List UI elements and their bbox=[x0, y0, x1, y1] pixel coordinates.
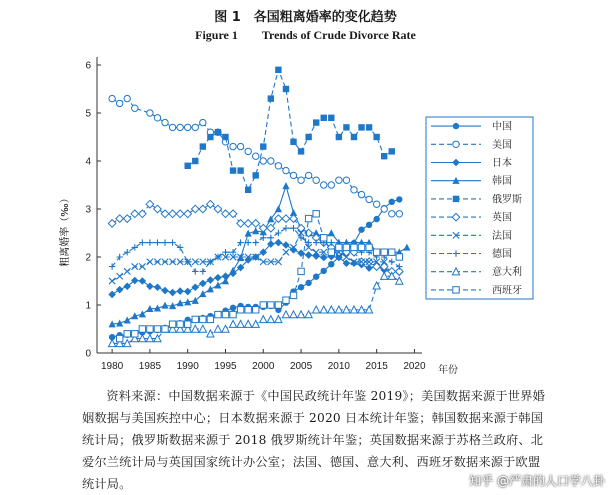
data-point bbox=[230, 305, 236, 311]
data-point bbox=[305, 251, 313, 259]
data-point bbox=[305, 215, 311, 221]
data-point bbox=[108, 220, 116, 228]
legend-label: 韩国 bbox=[492, 176, 512, 188]
data-point bbox=[373, 201, 379, 207]
data-point bbox=[282, 182, 289, 189]
data-point bbox=[336, 134, 342, 140]
data-point bbox=[351, 244, 357, 250]
data-point bbox=[298, 148, 304, 154]
data-point bbox=[191, 283, 199, 291]
figure-title-cn: 图 1 各国粗离婚率的变化趋势 bbox=[214, 10, 397, 25]
data-point bbox=[366, 222, 372, 228]
series-1 bbox=[109, 95, 403, 217]
data-point bbox=[313, 273, 319, 279]
data-point bbox=[290, 292, 296, 298]
data-point bbox=[132, 331, 138, 337]
data-point bbox=[328, 249, 334, 255]
data-point bbox=[305, 311, 312, 318]
legend-label: 中国 bbox=[492, 121, 512, 133]
watermark: 知乎 @严肃的人口学八卦 bbox=[469, 474, 605, 488]
data-point bbox=[336, 244, 342, 250]
data-point bbox=[200, 119, 206, 125]
data-point bbox=[184, 210, 192, 218]
legend-marker bbox=[453, 287, 459, 293]
data-point bbox=[290, 172, 296, 178]
data-point bbox=[214, 325, 221, 332]
data-point bbox=[109, 278, 115, 284]
data-point bbox=[283, 86, 289, 92]
data-point bbox=[275, 316, 282, 323]
data-point bbox=[351, 134, 357, 140]
data-point bbox=[230, 143, 236, 149]
data-point bbox=[200, 316, 206, 322]
data-point bbox=[132, 105, 138, 111]
y-tick-label: 5 bbox=[85, 108, 91, 120]
data-point bbox=[328, 261, 334, 267]
data-point bbox=[116, 273, 122, 279]
data-point bbox=[132, 244, 138, 250]
x-axis-label: 年份 bbox=[438, 365, 458, 376]
data-point bbox=[321, 268, 327, 274]
data-point bbox=[260, 143, 266, 149]
data-point bbox=[147, 326, 153, 332]
data-point bbox=[389, 148, 395, 154]
data-point bbox=[154, 205, 162, 213]
data-point bbox=[192, 158, 198, 164]
data-point bbox=[351, 187, 357, 193]
data-point bbox=[139, 239, 145, 245]
data-point bbox=[184, 288, 192, 296]
data-point bbox=[161, 210, 169, 218]
x-tick-label: 2000 bbox=[252, 361, 275, 372]
x-tick-label: 2010 bbox=[327, 361, 350, 372]
data-point bbox=[260, 316, 267, 323]
data-point bbox=[396, 277, 403, 284]
data-point bbox=[305, 134, 311, 140]
data-point bbox=[139, 277, 147, 285]
data-point bbox=[381, 249, 387, 255]
x-tick-label: 1995 bbox=[214, 361, 237, 372]
data-point bbox=[328, 239, 334, 245]
legend-label: 德国 bbox=[492, 249, 512, 260]
data-point bbox=[381, 272, 388, 279]
data-point bbox=[282, 215, 290, 223]
data-point bbox=[260, 302, 266, 308]
data-point bbox=[283, 249, 289, 255]
data-point bbox=[396, 196, 402, 202]
data-point bbox=[215, 129, 221, 135]
data-point bbox=[222, 311, 228, 317]
data-point bbox=[108, 291, 116, 299]
y-tick-label: 6 bbox=[85, 60, 91, 72]
data-point bbox=[192, 316, 198, 322]
data-point bbox=[275, 230, 281, 236]
chart-legend bbox=[426, 117, 533, 299]
x-tick-label: 2005 bbox=[289, 361, 313, 372]
data-point bbox=[313, 119, 319, 125]
data-point bbox=[283, 297, 289, 303]
data-point bbox=[169, 124, 175, 130]
data-point bbox=[184, 163, 190, 169]
data-point bbox=[313, 306, 320, 313]
legend-marker bbox=[453, 123, 459, 129]
data-point bbox=[124, 331, 130, 337]
data-point bbox=[139, 310, 146, 317]
data-point bbox=[275, 163, 281, 169]
data-point bbox=[336, 177, 342, 183]
data-point bbox=[116, 335, 122, 341]
data-point bbox=[343, 177, 349, 183]
data-point bbox=[275, 239, 283, 247]
data-point bbox=[358, 244, 364, 250]
data-point bbox=[283, 167, 289, 173]
data-point bbox=[146, 282, 154, 290]
y-tick-label: 1 bbox=[85, 300, 91, 312]
data-point bbox=[389, 249, 395, 255]
chart-series bbox=[108, 67, 410, 347]
data-point bbox=[131, 210, 139, 218]
series-0 bbox=[109, 196, 403, 340]
data-point bbox=[268, 158, 274, 164]
data-point bbox=[343, 244, 349, 250]
data-point bbox=[177, 124, 183, 130]
data-point bbox=[124, 268, 130, 274]
data-point bbox=[253, 172, 259, 178]
data-point bbox=[245, 187, 251, 193]
data-point bbox=[259, 224, 267, 232]
data-point bbox=[169, 289, 177, 297]
data-point bbox=[381, 206, 387, 212]
data-point bbox=[396, 254, 402, 260]
data-point bbox=[154, 283, 162, 291]
data-point bbox=[268, 95, 274, 101]
data-point bbox=[253, 153, 259, 159]
data-point bbox=[328, 182, 334, 188]
data-point bbox=[290, 139, 296, 145]
data-point bbox=[253, 239, 259, 245]
data-point bbox=[389, 199, 395, 205]
series-4 bbox=[184, 67, 394, 193]
data-point bbox=[139, 326, 145, 332]
data-point bbox=[282, 311, 289, 318]
data-point bbox=[229, 320, 236, 327]
data-point bbox=[124, 95, 130, 101]
data-point bbox=[237, 143, 243, 149]
data-point bbox=[176, 287, 184, 295]
data-point bbox=[396, 263, 402, 269]
data-point bbox=[132, 263, 138, 269]
data-point bbox=[207, 316, 213, 322]
data-point bbox=[116, 319, 123, 326]
data-point bbox=[124, 317, 131, 324]
legend-label: 俄罗斯 bbox=[492, 194, 522, 206]
data-point bbox=[275, 215, 283, 223]
data-point bbox=[366, 244, 372, 250]
legend-label: 英国 bbox=[492, 212, 512, 224]
data-point bbox=[305, 172, 311, 178]
legend-label: 意大利 bbox=[492, 267, 522, 279]
data-point bbox=[358, 226, 364, 232]
data-point bbox=[275, 302, 281, 308]
data-point bbox=[275, 67, 281, 73]
x-tick-label: 2015 bbox=[365, 361, 388, 372]
data-point bbox=[147, 239, 153, 245]
data-point bbox=[321, 182, 327, 188]
data-point bbox=[200, 143, 206, 149]
figure-title-en: Figure 1 Trends of Crude Divorce Rate bbox=[195, 28, 416, 42]
data-point bbox=[147, 110, 153, 116]
data-point bbox=[222, 134, 228, 140]
source-note: 资料来源：中国数据来源于《中国民政统计年鉴 2019》；美国数据来源于世界婚姻数据与美国疾控中心；日本数据来源于 2020 日本统计年鉴；韩国数据来源于韩国统计局；俄罗斯数据来源于 2018 俄罗斯统计年鉴；英国数据来源于苏格兰政府、北爱尔兰统计局与英国国家统计办公室；法国、德国、意大利、西班牙数据来源于欧盟统计局。 bbox=[82, 389, 545, 491]
data-point bbox=[214, 282, 221, 289]
data-point bbox=[275, 205, 282, 212]
data-point bbox=[245, 307, 251, 313]
data-point bbox=[162, 119, 168, 125]
data-point bbox=[268, 302, 274, 308]
data-point bbox=[200, 268, 206, 274]
data-point bbox=[184, 124, 190, 130]
legend-label: 西班牙 bbox=[492, 285, 522, 297]
data-point bbox=[245, 148, 251, 154]
data-point bbox=[199, 290, 206, 297]
data-point bbox=[252, 320, 259, 327]
data-point bbox=[343, 124, 349, 130]
data-point bbox=[176, 210, 184, 218]
y-tick-label: 0 bbox=[85, 348, 91, 360]
data-point bbox=[230, 311, 236, 317]
data-point bbox=[229, 267, 236, 274]
data-point bbox=[154, 115, 160, 121]
data-point bbox=[124, 249, 130, 255]
data-point bbox=[162, 326, 168, 332]
x-tick-label: 1980 bbox=[100, 361, 124, 372]
data-point bbox=[283, 225, 289, 231]
data-point bbox=[177, 244, 183, 250]
data-point bbox=[282, 241, 290, 249]
x-tick-label: 2020 bbox=[403, 361, 426, 372]
data-point bbox=[207, 200, 215, 208]
legend-label: 法国 bbox=[492, 230, 512, 242]
data-point bbox=[403, 244, 410, 251]
legend-marker bbox=[453, 196, 459, 202]
data-point bbox=[381, 153, 387, 159]
data-point bbox=[192, 124, 198, 130]
legend-label: 日本 bbox=[492, 158, 512, 169]
legend-label: 美国 bbox=[492, 139, 512, 151]
data-point bbox=[116, 215, 124, 223]
data-point bbox=[373, 249, 379, 255]
data-point bbox=[154, 239, 160, 245]
data-point bbox=[389, 211, 395, 217]
data-point bbox=[184, 321, 190, 327]
data-point bbox=[237, 307, 243, 313]
data-point bbox=[313, 211, 319, 217]
data-point bbox=[222, 325, 229, 332]
data-point bbox=[207, 276, 215, 284]
data-point bbox=[215, 311, 221, 317]
data-point bbox=[260, 235, 266, 241]
data-point bbox=[244, 220, 252, 228]
data-point bbox=[253, 307, 259, 313]
data-point bbox=[305, 280, 311, 286]
data-point bbox=[366, 196, 372, 202]
data-point bbox=[328, 229, 335, 236]
data-point bbox=[169, 239, 175, 245]
data-point bbox=[321, 115, 327, 121]
data-point bbox=[373, 216, 379, 222]
y-tick-label: 3 bbox=[85, 204, 91, 216]
data-point bbox=[237, 167, 243, 173]
data-point bbox=[214, 205, 222, 213]
data-point bbox=[207, 330, 214, 337]
data-point bbox=[199, 325, 206, 332]
data-point bbox=[116, 100, 122, 106]
data-point bbox=[109, 95, 115, 101]
data-point bbox=[214, 274, 222, 282]
data-point bbox=[177, 321, 183, 327]
data-point bbox=[298, 284, 304, 290]
y-axis-label: 粗离婚率（‰） bbox=[60, 193, 71, 267]
data-point bbox=[366, 124, 372, 130]
y-tick-label: 2 bbox=[85, 252, 91, 264]
data-point bbox=[389, 259, 395, 265]
data-point bbox=[169, 210, 177, 218]
data-point bbox=[321, 235, 327, 241]
data-point bbox=[252, 227, 259, 234]
data-point bbox=[268, 235, 274, 241]
data-point bbox=[192, 268, 198, 274]
series-line bbox=[120, 214, 400, 339]
legend-marker bbox=[453, 141, 459, 147]
data-point bbox=[147, 259, 153, 265]
data-point bbox=[169, 321, 175, 327]
x-tick-label: 1990 bbox=[176, 361, 199, 372]
data-point bbox=[252, 220, 260, 228]
data-point bbox=[116, 286, 124, 294]
data-point bbox=[162, 239, 168, 245]
data-point bbox=[230, 167, 236, 173]
data-point bbox=[298, 268, 304, 274]
y-tick-label: 4 bbox=[85, 156, 91, 168]
data-point bbox=[207, 134, 213, 140]
data-point bbox=[154, 326, 160, 332]
data-point bbox=[358, 124, 364, 130]
series-6 bbox=[109, 230, 387, 284]
data-point bbox=[161, 287, 169, 295]
x-tick-label: 1985 bbox=[138, 361, 162, 372]
data-point bbox=[199, 280, 207, 288]
data-point bbox=[298, 177, 304, 183]
data-point bbox=[123, 215, 131, 223]
data-point bbox=[222, 210, 230, 218]
data-point bbox=[207, 285, 214, 292]
data-point bbox=[312, 252, 320, 260]
data-point bbox=[260, 158, 266, 164]
data-point bbox=[358, 191, 364, 197]
data-point bbox=[313, 177, 319, 183]
data-point bbox=[313, 239, 319, 245]
data-point bbox=[191, 205, 199, 213]
data-point bbox=[328, 115, 334, 121]
data-point bbox=[396, 211, 402, 217]
data-point bbox=[199, 205, 207, 213]
data-point bbox=[373, 134, 379, 140]
